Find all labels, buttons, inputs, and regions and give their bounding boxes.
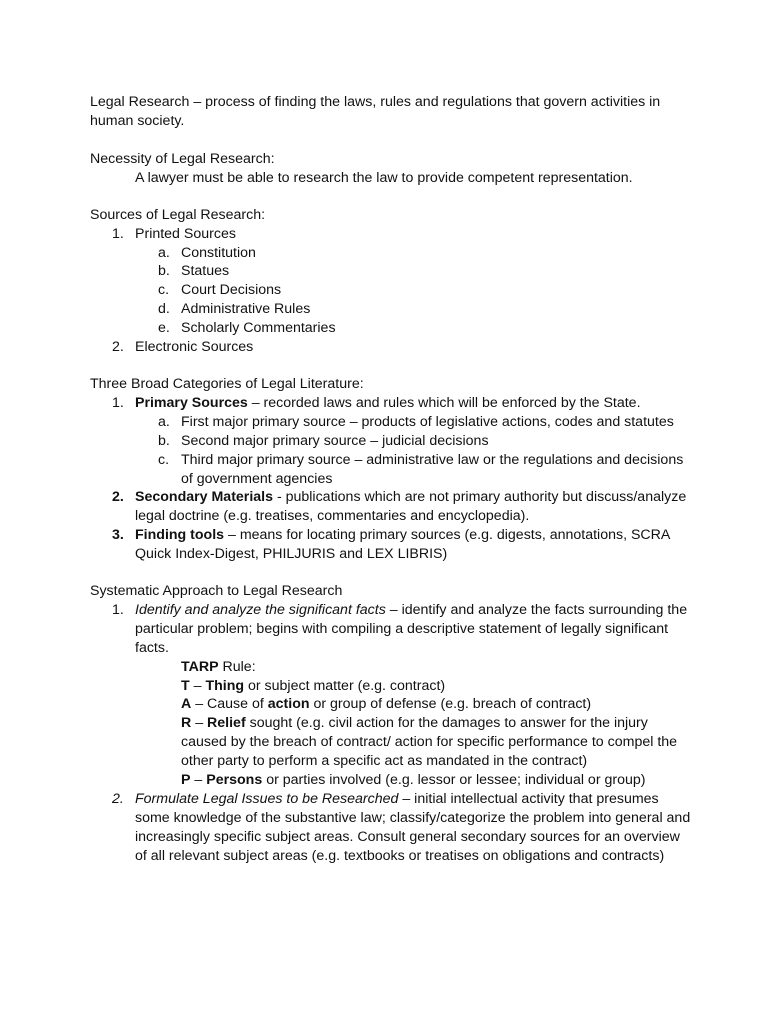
list-letter: e.	[158, 320, 170, 336]
tarp-r-line-2: caused by the breach of contract/ action for specific performance to compel the	[181, 734, 678, 750]
list-number: 3.	[112, 527, 124, 543]
tarp-p	[181, 771, 646, 790]
primary-subitem-continuation: of government agencies	[181, 471, 333, 487]
list-text	[135, 601, 687, 620]
list-text	[135, 526, 670, 545]
category-finding-continuation: Quick Index-Digest, PHILJURIS and LEX LIBRIS)	[135, 546, 448, 562]
step-1-line-3: facts.	[135, 640, 169, 656]
list-number: 1.	[112, 226, 124, 242]
list-number: 1.	[112, 602, 124, 618]
necessity-heading: Necessity of Legal Research:	[90, 151, 275, 167]
list-text: Constitution	[181, 245, 256, 261]
list-text: Statues	[181, 263, 230, 279]
list-text	[135, 790, 659, 809]
tarp-r	[181, 714, 648, 733]
intro-line-2: human society.	[90, 113, 185, 129]
step-title: Formulate Legal Issues to be Researched	[135, 791, 399, 807]
step-description: – identify and analyze the facts surrounding the	[385, 602, 688, 618]
tarp-word: Persons	[206, 772, 263, 788]
list-letter: b.	[158, 433, 170, 449]
list-text	[135, 394, 641, 413]
step-1-line-2: particular problem; begins with compiling a descriptive statement of legally significant	[135, 621, 669, 637]
term: Finding tools	[135, 527, 225, 543]
tarp-rest: Rule:	[218, 659, 256, 675]
list-text: Third major primary source – administrative law or the regulations and decisions	[181, 452, 684, 468]
necessity-text: A lawyer must be able to research the law to provide competent representation.	[135, 170, 633, 186]
step-2-line-3: increasingly specific subject areas. Consult general secondary sources for an overview	[135, 829, 680, 845]
tarp-rest: sought (e.g. civil action for the damages to answer for the injury	[245, 715, 648, 731]
list-letter: d.	[158, 301, 170, 317]
list-letter: a.	[158, 245, 170, 261]
step-2-line-4: of all relevant subject areas (e.g. textbooks or treatises on obligations and contracts)	[135, 848, 665, 864]
definition: - publications which are not primary authority but discuss/analyze	[273, 489, 687, 505]
tarp-dash: –	[189, 678, 206, 694]
step-title: Identify and analyze the significant facts	[135, 602, 386, 618]
term: Secondary Materials	[135, 489, 273, 505]
intro-line-1: Legal Research – process of finding the laws, rules and regulations that govern activities in	[90, 94, 661, 110]
list-letter: c.	[158, 452, 170, 468]
tarp-letter: A	[181, 696, 192, 712]
tarp-letter: T	[181, 678, 190, 694]
tarp-rest: or subject matter (e.g. contract)	[244, 678, 446, 694]
tarp-word: Thing	[205, 678, 245, 694]
list-text: Electronic Sources	[135, 339, 254, 355]
list-letter: b.	[158, 263, 170, 279]
tarp-letter: P	[181, 772, 191, 788]
step-description: – initial intellectual activity that presumes	[398, 791, 659, 807]
tarp-word: Relief	[207, 715, 246, 731]
list-number: 2.	[112, 339, 124, 355]
list-text: Scholarly Commentaries	[181, 320, 336, 336]
list-letter: c.	[158, 282, 170, 298]
tarp-dash: –	[190, 772, 207, 788]
tarp-letter: R	[181, 715, 192, 731]
tarp-a	[181, 695, 591, 714]
list-text: Printed Sources	[135, 226, 236, 242]
sources-heading: Sources of Legal Research:	[90, 207, 266, 223]
list-number: 2.	[112, 791, 124, 807]
tarp-r-line-3: other party to perform a specific act as mandated in the contract)	[181, 753, 588, 769]
list-text: Second major primary source – judicial decisions	[181, 433, 489, 449]
tarp-word: action	[267, 696, 310, 712]
tarp-t	[181, 677, 445, 696]
tarp-dash: –	[191, 715, 208, 731]
tarp-bold: TARP	[181, 659, 219, 675]
categories-heading: Three Broad Categories of Legal Literature:	[90, 376, 364, 392]
list-text: Court Decisions	[181, 282, 282, 298]
list-text: First major primary source – products of legislative actions, codes and statutes	[181, 414, 674, 430]
list-letter: a.	[158, 414, 170, 430]
systematic-heading: Systematic Approach to Legal Research	[90, 583, 343, 599]
list-text	[135, 488, 686, 507]
definition: – recorded laws and rules which will be enforced by the State.	[247, 395, 641, 411]
list-number: 2.	[112, 489, 124, 505]
tarp-title	[181, 658, 256, 677]
step-2-line-2: some knowledge of the substantive law; classify/categorize the problem into general and	[135, 810, 691, 826]
definition: – means for locating primary sources (e.g. digests, annotations, SCRA	[224, 527, 671, 543]
list-text: Administrative Rules	[181, 301, 311, 317]
tarp-dash: – Cause of	[191, 696, 268, 712]
tarp-rest: or parties involved (e.g. lessor or lessee; individual or group)	[262, 772, 646, 788]
term: Primary Sources	[135, 395, 248, 411]
list-number: 1.	[112, 395, 124, 411]
tarp-rest: or group of defense (e.g. breach of contract)	[309, 696, 592, 712]
category-secondary-continuation: legal doctrine (e.g. treatises, commentaries and encyclopedia).	[135, 508, 530, 524]
